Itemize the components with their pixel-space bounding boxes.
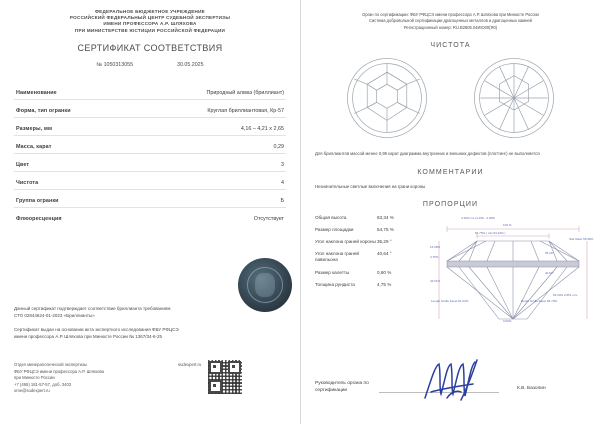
- contact-phone[interactable]: +7 (495) 181-57-57, доб. 3403: [14, 381, 72, 387]
- diamond-pavilion-view-icon: [471, 55, 557, 141]
- diamond-cross-section-diagram: [429, 215, 597, 327]
- property-value: 4: [281, 179, 284, 186]
- website-link[interactable]: sudexpert.ru: [178, 362, 202, 367]
- property-label: Флюоресценция: [16, 215, 62, 222]
- property-value: 0,29: [273, 143, 284, 150]
- authority-line-3: Регистрационный номер: RU.B2805.04ИЮ00(Я0): [403, 24, 498, 30]
- property-label: Цвет: [16, 161, 30, 168]
- table-row: [14, 90, 286, 101]
- diamond-crown-view-icon: [344, 55, 430, 141]
- property-label: Масса, карат: [16, 143, 52, 150]
- contact-email[interactable]: ome@sudexpert.ru: [14, 388, 50, 394]
- proportion-label: Толщина рундиста: [315, 281, 355, 287]
- organization-line-1: ФЕДЕРАЛЬНОЕ БЮДЖЕТНОЕ УЧРЕЖДЕНИЕ: [95, 9, 205, 14]
- diagram-crown-height-label: 15.08%: [430, 244, 441, 249]
- comments-section-title: КОММЕНТАРИИ: [417, 168, 484, 176]
- proportion-value: 0,60 %: [377, 269, 392, 275]
- proportions-table: [301, 215, 429, 327]
- table-row: [14, 126, 286, 137]
- property-value: Б: [280, 197, 284, 204]
- contact-block: [14, 362, 184, 395]
- proportion-label: Размер площадки: [315, 226, 354, 232]
- organization-line-2: РОССИЙСКИЙ ФЕДЕРАЛЬНЫЙ ЦЕНТР СУДЕБНОЙ ЭКСПЕРТИЗЫ: [69, 15, 231, 21]
- property-value: Отсутствует: [253, 215, 284, 222]
- diagram-star-ratio-label: Star Ratio 56.99%: [569, 236, 594, 241]
- diagram-crown-angle-label: 35.29°: [545, 250, 554, 255]
- property-label: Чистота: [16, 179, 39, 186]
- clarity-diagrams: [301, 55, 600, 141]
- organization-line-4: ПРИ МИНИСТЕРСТВЕ ЮСТИЦИИ РОССИЙСКОЙ ФЕДЕРАЦИИ: [74, 27, 226, 33]
- proportion-value: 4,75 %: [377, 281, 392, 287]
- proportion-label: Угол наклона граней павильона: [315, 251, 359, 263]
- certification-authority-block: [301, 0, 600, 31]
- diagram-girdle-label: 4.75%: [430, 254, 439, 259]
- official-seal-stamp: [238, 258, 292, 312]
- contact-institution: ФБУ РФЦСЭ имени профессора А.Р. Шляхова: [14, 368, 104, 374]
- diagram-depth-label: 63.34% 2.651 mm: [553, 292, 578, 297]
- property-value: 3: [281, 161, 284, 168]
- diagram-percent-label: 100 %: [503, 222, 512, 227]
- clarity-note-text: Для бриллиантов массой менее 0,99 карат диаграмма внутренних и внешних дефектов (плоттинг) не выполняется: [315, 151, 540, 157]
- property-value: Природный алмаз (бриллиант): [206, 89, 284, 96]
- authority-line-1: Орган по сертификации: ФБУ РФЦСЭ имени профессора А.Р. Шляхова при Минюсте России: [362, 12, 539, 17]
- qr-code[interactable]: [208, 360, 242, 394]
- proportion-value: 40,64 °: [377, 251, 392, 257]
- legal-notice: [14, 305, 234, 340]
- property-label: Группа огранки: [16, 197, 59, 204]
- properties-table: [14, 90, 286, 226]
- diagram-culet-label: 0.60%: [503, 318, 512, 323]
- proportions-content: [301, 215, 600, 327]
- table-row: [14, 216, 286, 226]
- proportion-value: 63,34 %: [377, 214, 394, 220]
- diamond-profile-icon: [429, 215, 597, 327]
- legal2-line-1: Сертификат выдан на основании акта экспертного исследования ФБУ РФЦСЭ: [14, 327, 179, 332]
- legal-line-1: Данный сертификат подтверждает соответствие бриллианта требованиям: [14, 306, 171, 311]
- diagram-diameter-label: 4.190 mm (4.159 - 4.208): [461, 215, 495, 220]
- right-panel: [300, 0, 600, 424]
- legal2-line-2: имени профессора А.Р. Шляхова при Минюсте России № 1367/34-6-25: [14, 334, 162, 339]
- qr-finder-top-left: [209, 361, 222, 374]
- contact-ministry: при Минюсте России: [14, 375, 55, 381]
- organization-header: [0, 0, 300, 34]
- authority-line-2: Система добровольной сертификации драгоценных металлов и драгоценных камней: [369, 18, 532, 24]
- table-row: [14, 180, 286, 191]
- table-row: [315, 239, 429, 245]
- diagram-table-label: 54.75% ( min 54.22% ): [475, 230, 506, 235]
- proportion-label: Размер калетты: [315, 269, 350, 275]
- certificate-meta: [0, 62, 300, 68]
- comments-text: Незначительные светлые включения на грани короны: [315, 183, 426, 189]
- organization-line-3: ИМЕНИ ПРОФЕССОРА А.Р. ШЛЯХОВА: [103, 21, 197, 27]
- proportion-label: Общая высота: [315, 214, 347, 220]
- handwritten-signature: [411, 358, 501, 402]
- table-row: [315, 215, 429, 221]
- proportion-value: 54,75 %: [377, 226, 394, 232]
- certificate-number: № 1050313055: [96, 61, 134, 68]
- property-value: 4,16 – 4,21 x 2,65: [240, 125, 284, 132]
- property-label: Наименование: [16, 89, 57, 96]
- contact-department: Отдел минералогической экспертизы: [14, 362, 87, 367]
- table-row: [315, 270, 429, 276]
- table-row: [315, 227, 429, 233]
- certificate-date: 30.05.2025: [177, 61, 204, 68]
- signature-label: Руководитель органа по сертификации: [315, 381, 369, 394]
- table-row: [14, 198, 286, 209]
- clarity-section-title: ЧИСТОТА: [430, 42, 471, 50]
- table-row: [315, 251, 429, 263]
- certificate-title: СЕРТИФИКАТ СООТВЕТСТВИЯ: [77, 42, 223, 53]
- proportion-label: Угол наклона граней короны: [315, 239, 376, 245]
- property-label: Размеры, мм: [16, 125, 53, 132]
- table-row: [14, 108, 286, 119]
- diagram-pavilion-depth-label: 43.51%: [430, 278, 441, 283]
- proportions-section-title: ПРОПОРЦИИ: [422, 200, 479, 208]
- diagram-upper-half-label: Length Girdle Facet 81.04%: [431, 298, 469, 303]
- table-row: [315, 282, 429, 288]
- diagram-lower-half-label: Depth Girdle Facet 84.79%: [521, 298, 558, 303]
- legal-line-2: СТО 02844624-01-2023 «Бриллианты»: [14, 313, 95, 318]
- diagram-pavilion-angle-label: 40.64°: [545, 270, 554, 275]
- qr-finder-bottom-left: [209, 380, 222, 393]
- table-row: [14, 162, 286, 173]
- signature-block: [315, 380, 377, 395]
- proportion-value: 35,29 °: [377, 239, 392, 245]
- property-value: Круглая бриллиантовая, Кр-57: [207, 107, 284, 114]
- property-label: Форма, тип огранки: [16, 107, 71, 114]
- signatory-name: К.В. Базолин: [517, 386, 546, 391]
- table-row: [14, 144, 286, 155]
- qr-finder-top-right: [228, 361, 241, 374]
